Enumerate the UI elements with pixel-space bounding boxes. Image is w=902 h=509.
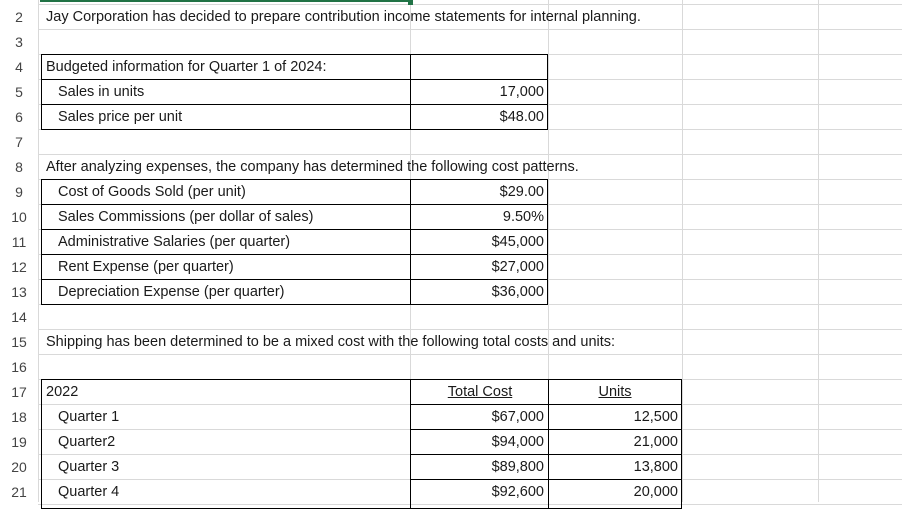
costs-row-line — [41, 229, 548, 230]
budget-value-cell[interactable]: 17,000 — [499, 84, 544, 100]
row-header[interactable]: 14 — [11, 309, 27, 325]
shipping-year-cell[interactable]: 2022 — [46, 384, 79, 400]
quarter-total-cell[interactable]: $92,600 — [491, 484, 544, 500]
row-header[interactable]: 13 — [11, 284, 27, 300]
shipping-border — [41, 379, 682, 509]
shipping-divider — [548, 379, 549, 509]
budget-label-cell[interactable]: Sales price per unit — [58, 109, 183, 125]
row-header[interactable]: 16 — [11, 359, 27, 375]
row-header[interactable]: 6 — [15, 109, 23, 125]
budget-label-cell[interactable]: Sales in units — [58, 84, 145, 100]
costs-row-line — [41, 279, 548, 280]
cost-label-cell[interactable]: Administrative Salaries (per quarter) — [58, 234, 291, 250]
quarter-units-cell[interactable]: 20,000 — [633, 484, 678, 500]
shipping-row-line — [410, 429, 682, 430]
quarter-units-cell[interactable]: 12,500 — [633, 409, 678, 425]
costs-border — [41, 179, 548, 305]
gridline-col — [38, 0, 39, 502]
row-header[interactable]: 18 — [11, 409, 27, 425]
shipping-heading-cell[interactable]: Shipping has been determined to be a mixed cost with the following total costs and units: — [46, 334, 616, 350]
costs-divider — [410, 179, 411, 305]
cost-label-cell[interactable]: Rent Expense (per quarter) — [58, 259, 234, 275]
budget-value-cell[interactable]: $48.00 — [499, 109, 544, 125]
row-header[interactable]: 12 — [11, 259, 27, 275]
row-header[interactable]: 20 — [11, 459, 27, 475]
costs-heading-cell[interactable]: After analyzing expenses, the company has determined the following cost patterns. — [46, 159, 579, 175]
budget-divider — [410, 54, 411, 130]
row-header[interactable]: 15 — [11, 334, 27, 350]
total-cost-header[interactable]: Total Cost — [447, 384, 513, 400]
shipping-row-line — [410, 454, 682, 455]
row-header[interactable]: 3 — [15, 34, 23, 50]
quarter-total-cell[interactable]: $67,000 — [491, 409, 544, 425]
row-header[interactable]: 7 — [15, 134, 23, 150]
cost-label-cell[interactable]: Cost of Goods Sold (per unit) — [58, 184, 246, 200]
costs-row-line — [41, 254, 548, 255]
cost-value-cell[interactable]: $45,000 — [491, 234, 544, 250]
quarter-label-cell[interactable]: Quarter2 — [58, 434, 116, 450]
shipping-divider — [410, 379, 411, 509]
gridline-col — [818, 0, 819, 502]
shipping-row-line — [410, 479, 682, 480]
quarter-units-cell[interactable]: 21,000 — [633, 434, 678, 450]
row-header[interactable]: 9 — [15, 184, 23, 200]
gridline-col — [682, 0, 683, 502]
quarter-label-cell[interactable]: Quarter 4 — [58, 484, 120, 500]
cost-value-cell[interactable]: $36,000 — [491, 284, 544, 300]
row-header[interactable]: 5 — [15, 84, 23, 100]
row-header[interactable]: 21 — [11, 484, 27, 500]
quarter-label-cell[interactable]: Quarter 1 — [58, 409, 120, 425]
row-header[interactable]: 8 — [15, 159, 23, 175]
row-header[interactable]: 4 — [15, 59, 23, 75]
row-header[interactable]: 11 — [11, 234, 27, 250]
row-header[interactable]: 2 — [15, 9, 23, 25]
cost-value-cell[interactable]: $29.00 — [499, 184, 544, 200]
cost-value-cell[interactable]: 9.50% — [502, 209, 544, 225]
budget-row-line — [41, 104, 548, 105]
row-header[interactable]: 19 — [11, 434, 27, 450]
quarter-units-cell[interactable]: 13,800 — [633, 459, 678, 475]
active-cell-border — [40, 0, 410, 2]
units-header[interactable]: Units — [598, 384, 632, 400]
row-header[interactable]: 17 — [11, 384, 27, 400]
budget-row-line — [41, 79, 548, 80]
quarter-total-cell[interactable]: $94,000 — [491, 434, 544, 450]
row-header[interactable]: 10 — [11, 209, 27, 225]
cost-value-cell[interactable]: $27,000 — [491, 259, 544, 275]
budget-heading-cell[interactable]: Budgeted information for Quarter 1 of 2024: — [46, 59, 327, 75]
cost-label-cell[interactable]: Depreciation Expense (per quarter) — [58, 284, 285, 300]
title-cell[interactable]: Jay Corporation has decided to prepare contribution income statements for internal planning. — [46, 9, 641, 25]
budget-border — [41, 54, 548, 130]
shipping-row-line — [410, 404, 682, 405]
cost-label-cell[interactable]: Sales Commissions (per dollar of sales) — [58, 209, 314, 225]
quarter-total-cell[interactable]: $89,800 — [491, 459, 544, 475]
costs-row-line — [41, 204, 548, 205]
quarter-label-cell[interactable]: Quarter 3 — [58, 459, 120, 475]
